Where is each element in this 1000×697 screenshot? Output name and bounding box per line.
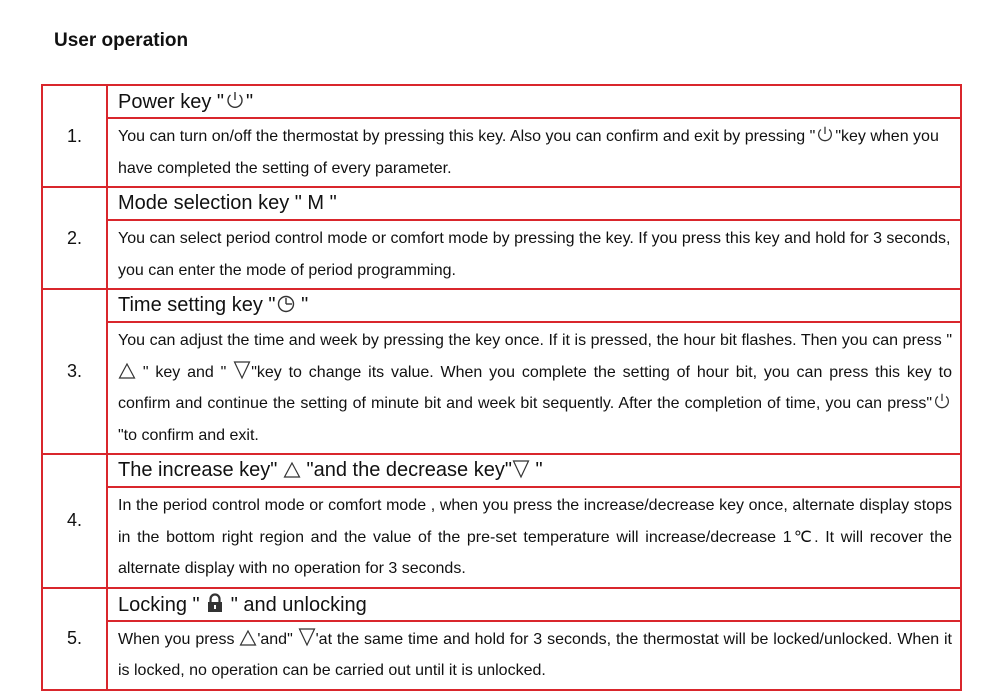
triangle-down-icon: [298, 627, 316, 647]
lock-icon: [205, 592, 225, 614]
table-row: [42, 322, 961, 454]
triangle-down-icon: [512, 459, 530, 479]
operations-table: [41, 84, 962, 691]
row-number: 3.: [42, 289, 107, 454]
table-row: [42, 118, 961, 187]
table-row: [42, 487, 961, 588]
triangle-up-icon: [118, 362, 136, 380]
table-row: [42, 621, 961, 690]
row-number: 1.: [42, 85, 107, 187]
row-number: 4.: [42, 454, 107, 588]
row-number: 5.: [42, 588, 107, 690]
key-description: You can turn on/off the thermostat by pressing this key. Also you can confirm and exit by pressing " "key when you have completed the setting of every parameter.: [107, 118, 961, 187]
key-heading: Time setting key " ": [107, 289, 961, 322]
key-description: When you press 'and" 'at the same time and hold for 3 seconds, the thermostat will be locked/unlocked. When it is locked, no operation can be carried out until it is unlocked.: [107, 621, 961, 690]
row-number: 2.: [42, 187, 107, 289]
key-description: You can adjust the time and week by pressing the key once. If it is pressed, the hour bit flashes. Then you can press " " key and " "key to change its value. When you complete the setting of hour bit, you can press this key to confirm and continue the setting of minute bit and week bit sequently. After the completion of time, you can press" "to confirm and exit.: [107, 322, 961, 454]
power-icon: [932, 391, 952, 411]
page-title: User operation: [54, 30, 189, 51]
key-heading: Mode selection key " M ": [107, 187, 961, 220]
table-row: [42, 85, 961, 118]
clock-icon: [276, 294, 296, 314]
key-heading: The increase key" "and the decrease key" ": [107, 454, 961, 487]
table-row: [42, 187, 961, 220]
key-heading: Locking " " and unlocking: [107, 588, 961, 621]
key-description: You can select period control mode or comfort mode by pressing the key. If you press this key and hold for 3 seconds, you can enter the mode of period programming.: [107, 220, 961, 289]
key-description: In the period control mode or comfort mode , when you press the increase/decrease key once, alternate display stops in the bottom right region and the value of the pre-set temperature will increase/decrease 1℃. It will recover the alternate display with no operation for 3 seconds.: [107, 487, 961, 588]
triangle-down-icon: [233, 360, 251, 380]
triangle-up-icon: [239, 629, 257, 647]
table-row: [42, 289, 961, 322]
key-heading: Power key " ": [107, 85, 961, 118]
table-row: [42, 220, 961, 289]
power-icon: [224, 89, 246, 111]
triangle-up-icon: [283, 461, 301, 479]
table-row: [42, 454, 961, 487]
table-row: [42, 588, 961, 621]
power-icon: [815, 124, 835, 144]
